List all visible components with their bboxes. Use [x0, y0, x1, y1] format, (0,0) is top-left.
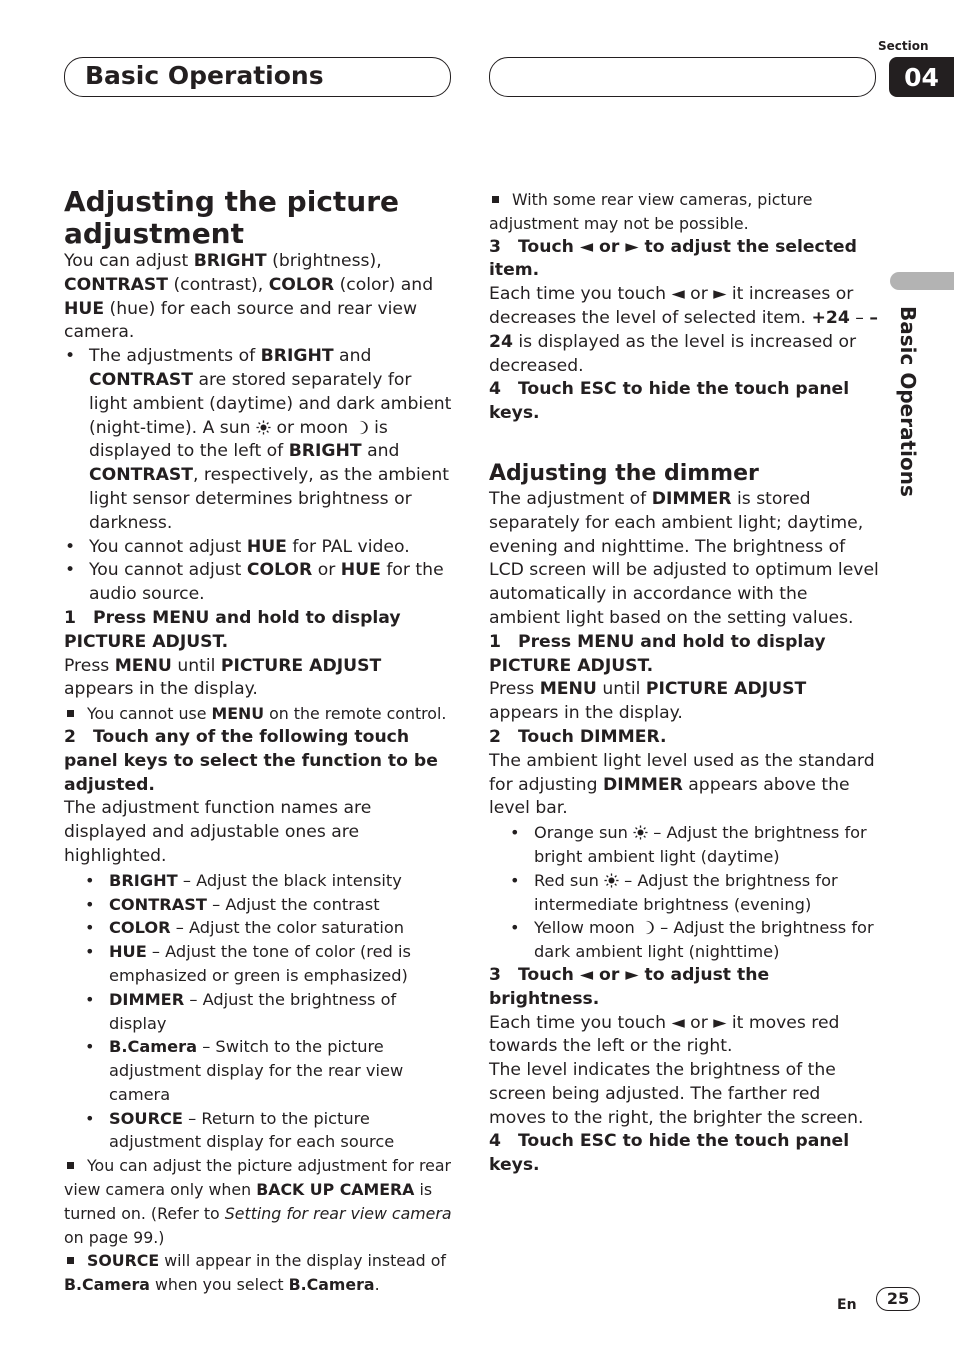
dimmer-step-3-body-2: The level indicates the brightness of the screen being adjusted. The farther red moves to the right, the brighter the screen.	[489, 1060, 864, 1128]
section-number: 04	[889, 57, 954, 97]
dimmer-level-list	[489, 821, 879, 964]
function-item: • BRIGHT – Adjust the black intensity	[64, 869, 454, 893]
header-title-frame	[64, 57, 451, 97]
source-note: SOURCE will appear in the display instead of B.Camera when you select B.Camera.	[64, 1251, 446, 1295]
sun-icon	[256, 419, 271, 434]
step-2-heading: 2 Touch any of the following touch panel keys to select the function to be adjusted.	[64, 726, 438, 795]
side-tab-label: Basic Operations	[896, 306, 920, 497]
function-item: • COLOR – Adjust the color saturation	[64, 916, 454, 940]
camera-limit-note: With some rear view cameras, picture adjustment may not be possible.	[489, 190, 813, 233]
note-square-icon	[67, 1162, 74, 1169]
dimmer-level-item: • Red sun – Adjust the brightness for intermediate brightness (evening)	[489, 869, 879, 917]
right-column	[489, 188, 879, 1178]
page-number: 25	[876, 1287, 920, 1311]
note-square-icon	[492, 196, 499, 203]
dimmer-level-item: • Yellow moon – Adjust the brightness for dark ambient light (nighttime)	[489, 916, 879, 964]
intro-bullet: • You cannot adjust COLOR or HUE for the audio source.	[64, 559, 454, 607]
step-4-heading: 4 Touch ESC to hide the touch panel keys.	[489, 379, 850, 424]
page-heading: Adjusting the picture adjustment	[64, 185, 400, 250]
step-2-body: The adjustment function names are displayed and adjustable ones are highlighted.	[64, 798, 372, 866]
dimmer-step-2-heading: 2 Touch DIMMER.	[489, 726, 667, 747]
intro-bullet: • The adjustments of BRIGHT and CONTRAST are stored separately for light ambient (daytime) and dark ambient (night-time). A sun or moon is displayed to the left of BRIGHT and CONTRAST, respectively, as the ambient light sensor determines brightness or darkness.	[64, 345, 454, 535]
dimmer-step-3-body: Each time you touch ◄ or ► it moves red towards the left or the right.	[489, 1012, 840, 1057]
function-item: • B.Camera – Switch to the picture adjustment display for the rear view camera	[64, 1035, 454, 1106]
function-item: • CONTRAST – Adjust the contrast	[64, 893, 454, 917]
left-column	[64, 186, 454, 1297]
moon-icon	[354, 419, 369, 434]
sun-icon	[633, 823, 648, 838]
dimmer-step-1-body: Press MENU until PICTURE ADJUST appears in the display.	[489, 679, 807, 724]
function-item: • HUE – Adjust the tone of color (red is emphasized or green is emphasized)	[64, 940, 454, 988]
moon-icon	[640, 918, 655, 933]
header-blank-frame	[489, 57, 876, 97]
dimmer-step-3-heading: 3 Touch ◄ or ► to adjust the brightness.	[489, 964, 770, 1009]
dimmer-intro: The adjustment of DIMMER is stored separately for each ambient light; daytime, evening and nighttime. The brightness of LCD screen will be adjusted to optimum level automatically in accordance with the ambient light based on the setting values.	[489, 488, 879, 628]
step-1-body: Press MENU until PICTURE ADJUST appears in the display.	[64, 655, 382, 700]
dimmer-step-1-heading: 1 Press MENU and hold to display PICTURE ADJUST.	[489, 631, 826, 676]
intro-paragraph: You can adjust BRIGHT (brightness), CONTRAST (contrast), COLOR (color) and HUE (hue) for each source and rear view camera.	[64, 251, 434, 343]
note-square-icon	[67, 1257, 74, 1264]
dimmer-step-2-body: The ambient light level used as the standard for adjusting DIMMER appears above the level bar.	[489, 750, 875, 819]
step-3-body: Each time you touch ◄ or ► it increases or decreases the level of selected item. +24 – –24 is displayed as the level is increased or decreased.	[489, 284, 878, 376]
dimmer-step-4-heading: 4 Touch ESC to hide the touch panel keys.	[489, 1131, 850, 1176]
sun-icon	[604, 871, 619, 886]
function-item: • SOURCE – Return to the picture adjustment display for each source	[64, 1107, 454, 1155]
step-1-heading: 1 Press MENU and hold to display PICTURE ADJUST.	[64, 607, 401, 652]
note-square-icon	[67, 710, 74, 717]
intro-bullet: • You cannot adjust HUE for PAL video.	[64, 536, 454, 560]
section-label: Section	[878, 39, 929, 53]
language-label: En	[837, 1297, 857, 1313]
header-title: Basic Operations	[85, 61, 324, 90]
dimmer-level-item: • Orange sun – Adjust the brightness for bright ambient light (daytime)	[489, 821, 879, 869]
camera-note: You can adjust the picture adjustment for rear view camera only when BACK UP CAMERA is turned on. (Refer to Setting for rear view camera on page 99.)	[64, 1156, 452, 1247]
side-tab-marker	[890, 272, 954, 290]
step-1-note: You cannot use MENU on the remote control.	[64, 702, 454, 726]
function-item: • DIMMER – Adjust the brightness of display	[64, 988, 454, 1036]
dimmer-heading: Adjusting the dimmer	[489, 460, 759, 486]
function-list	[64, 869, 454, 1155]
step-3-heading: 3 Touch ◄ or ► to adjust the selected item.	[489, 236, 857, 281]
intro-bullet-list	[64, 345, 454, 607]
